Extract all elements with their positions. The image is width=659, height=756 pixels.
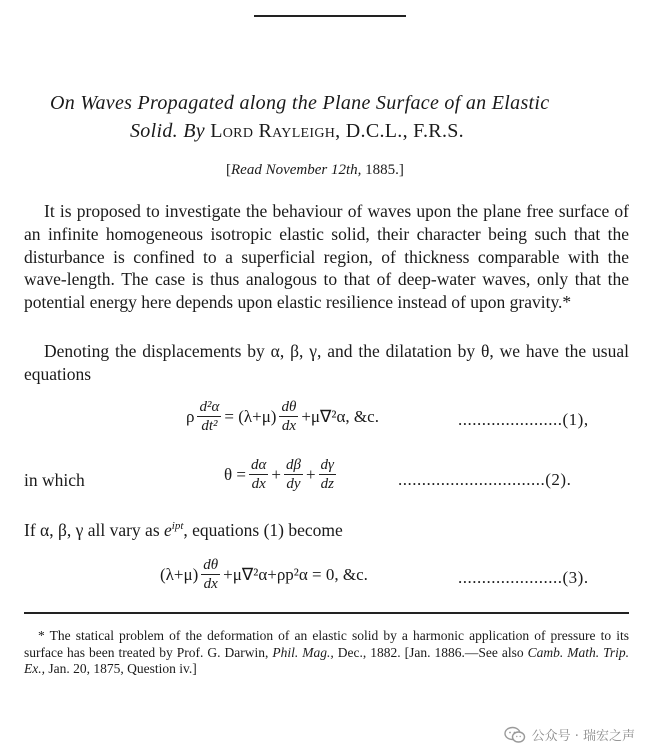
watermark-text: 公众号 · 瑞宏之声 bbox=[531, 729, 635, 744]
read-date-bracket: [ bbox=[226, 162, 231, 178]
equation-3-number: ......................(3). bbox=[458, 568, 589, 587]
eq2-f2-num: dβ bbox=[285, 457, 301, 473]
footnote bbox=[24, 628, 629, 678]
eq1-fraction-dtheta-dx bbox=[279, 398, 298, 435]
equation-1-number: ......................(1), bbox=[458, 410, 589, 429]
wechat-icon bbox=[504, 726, 526, 744]
equation-3 bbox=[160, 556, 368, 593]
title-by: By bbox=[183, 120, 205, 142]
eq2-fraction-da-dx bbox=[249, 456, 268, 493]
eq2-plus-1: + bbox=[271, 464, 281, 484]
paragraph-denoting: Denoting the displacements by α, β, γ, and the dilatation by θ, we have the usual equations bbox=[24, 341, 629, 384]
eq2-plus-2: + bbox=[305, 464, 316, 484]
paper-title-line2 bbox=[130, 120, 464, 143]
eq1-rho: ρ bbox=[186, 406, 195, 426]
footnote-rule bbox=[24, 612, 629, 614]
eq3-frac-den: dx bbox=[203, 576, 218, 592]
eq2-f2-den: dy bbox=[286, 476, 301, 492]
eq3-lhs: (λ+μ) bbox=[160, 564, 199, 584]
footnote-italic2: Camb. Math. Trip. Ex., bbox=[24, 644, 630, 676]
paragraph-intro: It is proposed to investigate the behaviour of waves upon the plane free surface of an infinite homogeneous isotropic elastic solid, their character being such that the disturbance is confined to a superficial region, of thickness comparable with the wave-length. The case is thus analogous to that of deep-water waves, only that the potential energy here depends upon elastic resilience instead of upon gravity.* bbox=[24, 201, 629, 313]
eq3-fraction-dtheta-dx bbox=[201, 556, 220, 593]
footnote-italic1: Phil. Mag., bbox=[272, 644, 334, 660]
eq1-frac2-den: dx bbox=[281, 418, 296, 434]
eq2-fraction-db-dy bbox=[284, 456, 303, 493]
watermark bbox=[504, 725, 635, 744]
equation-1 bbox=[186, 398, 379, 435]
eq1-rhs: +μ∇²α, &c. bbox=[301, 406, 379, 426]
paragraph-if-vary: If α, β, γ all vary as $e^{ipt}$, equations (1) become bbox=[24, 520, 343, 540]
eq3-frac-num: dθ bbox=[203, 557, 219, 573]
eq2-fraction-dg-dz bbox=[319, 456, 336, 493]
eq1-frac-den: dt² bbox=[201, 418, 218, 434]
read-date bbox=[226, 162, 404, 179]
read-date-year: 1885.] bbox=[365, 162, 404, 178]
footnote-part2: Dec., 1882. [Jan. 1886.—See also bbox=[337, 644, 524, 660]
eq1-frac2-num: dθ bbox=[281, 399, 297, 415]
top-rule bbox=[254, 15, 406, 17]
eq2-f1-den: dx bbox=[251, 476, 266, 492]
footnote-part1: * The statical problem of the deformation of an elastic solid by a harmonic application of pressure to its surface has been treated by Prof. G. Darwin, bbox=[24, 628, 629, 660]
eq1-fraction-d2a-dt2 bbox=[197, 398, 221, 435]
equation-2-number: ...............................(2). bbox=[398, 470, 572, 489]
paper-title-line1: On Waves Propagated along the Plane Surface of an Elastic bbox=[50, 92, 550, 114]
eq1-frac-num: d²α bbox=[199, 399, 220, 415]
eq2-f3-den: dz bbox=[320, 476, 334, 492]
read-date-italic: Read November 12th, bbox=[231, 162, 362, 178]
author-name: Lord Rayleigh, D.C.L., F.R.S. bbox=[210, 120, 464, 142]
in-which-label: in which bbox=[24, 470, 85, 490]
eq2-lhs: θ = bbox=[224, 464, 246, 484]
footnote-part3: Jan. 20, 1875, Question iv.] bbox=[48, 661, 197, 676]
equation-2 bbox=[224, 456, 339, 493]
eq3-rhs: +μ∇²α+ρp²α = 0, &c. bbox=[223, 564, 368, 584]
title-solid: Solid. bbox=[130, 120, 178, 142]
eq1-mid: = (λ+μ) bbox=[224, 406, 277, 426]
eq2-f3-num: dγ bbox=[320, 457, 334, 473]
eq2-f1-num: dα bbox=[250, 457, 267, 473]
